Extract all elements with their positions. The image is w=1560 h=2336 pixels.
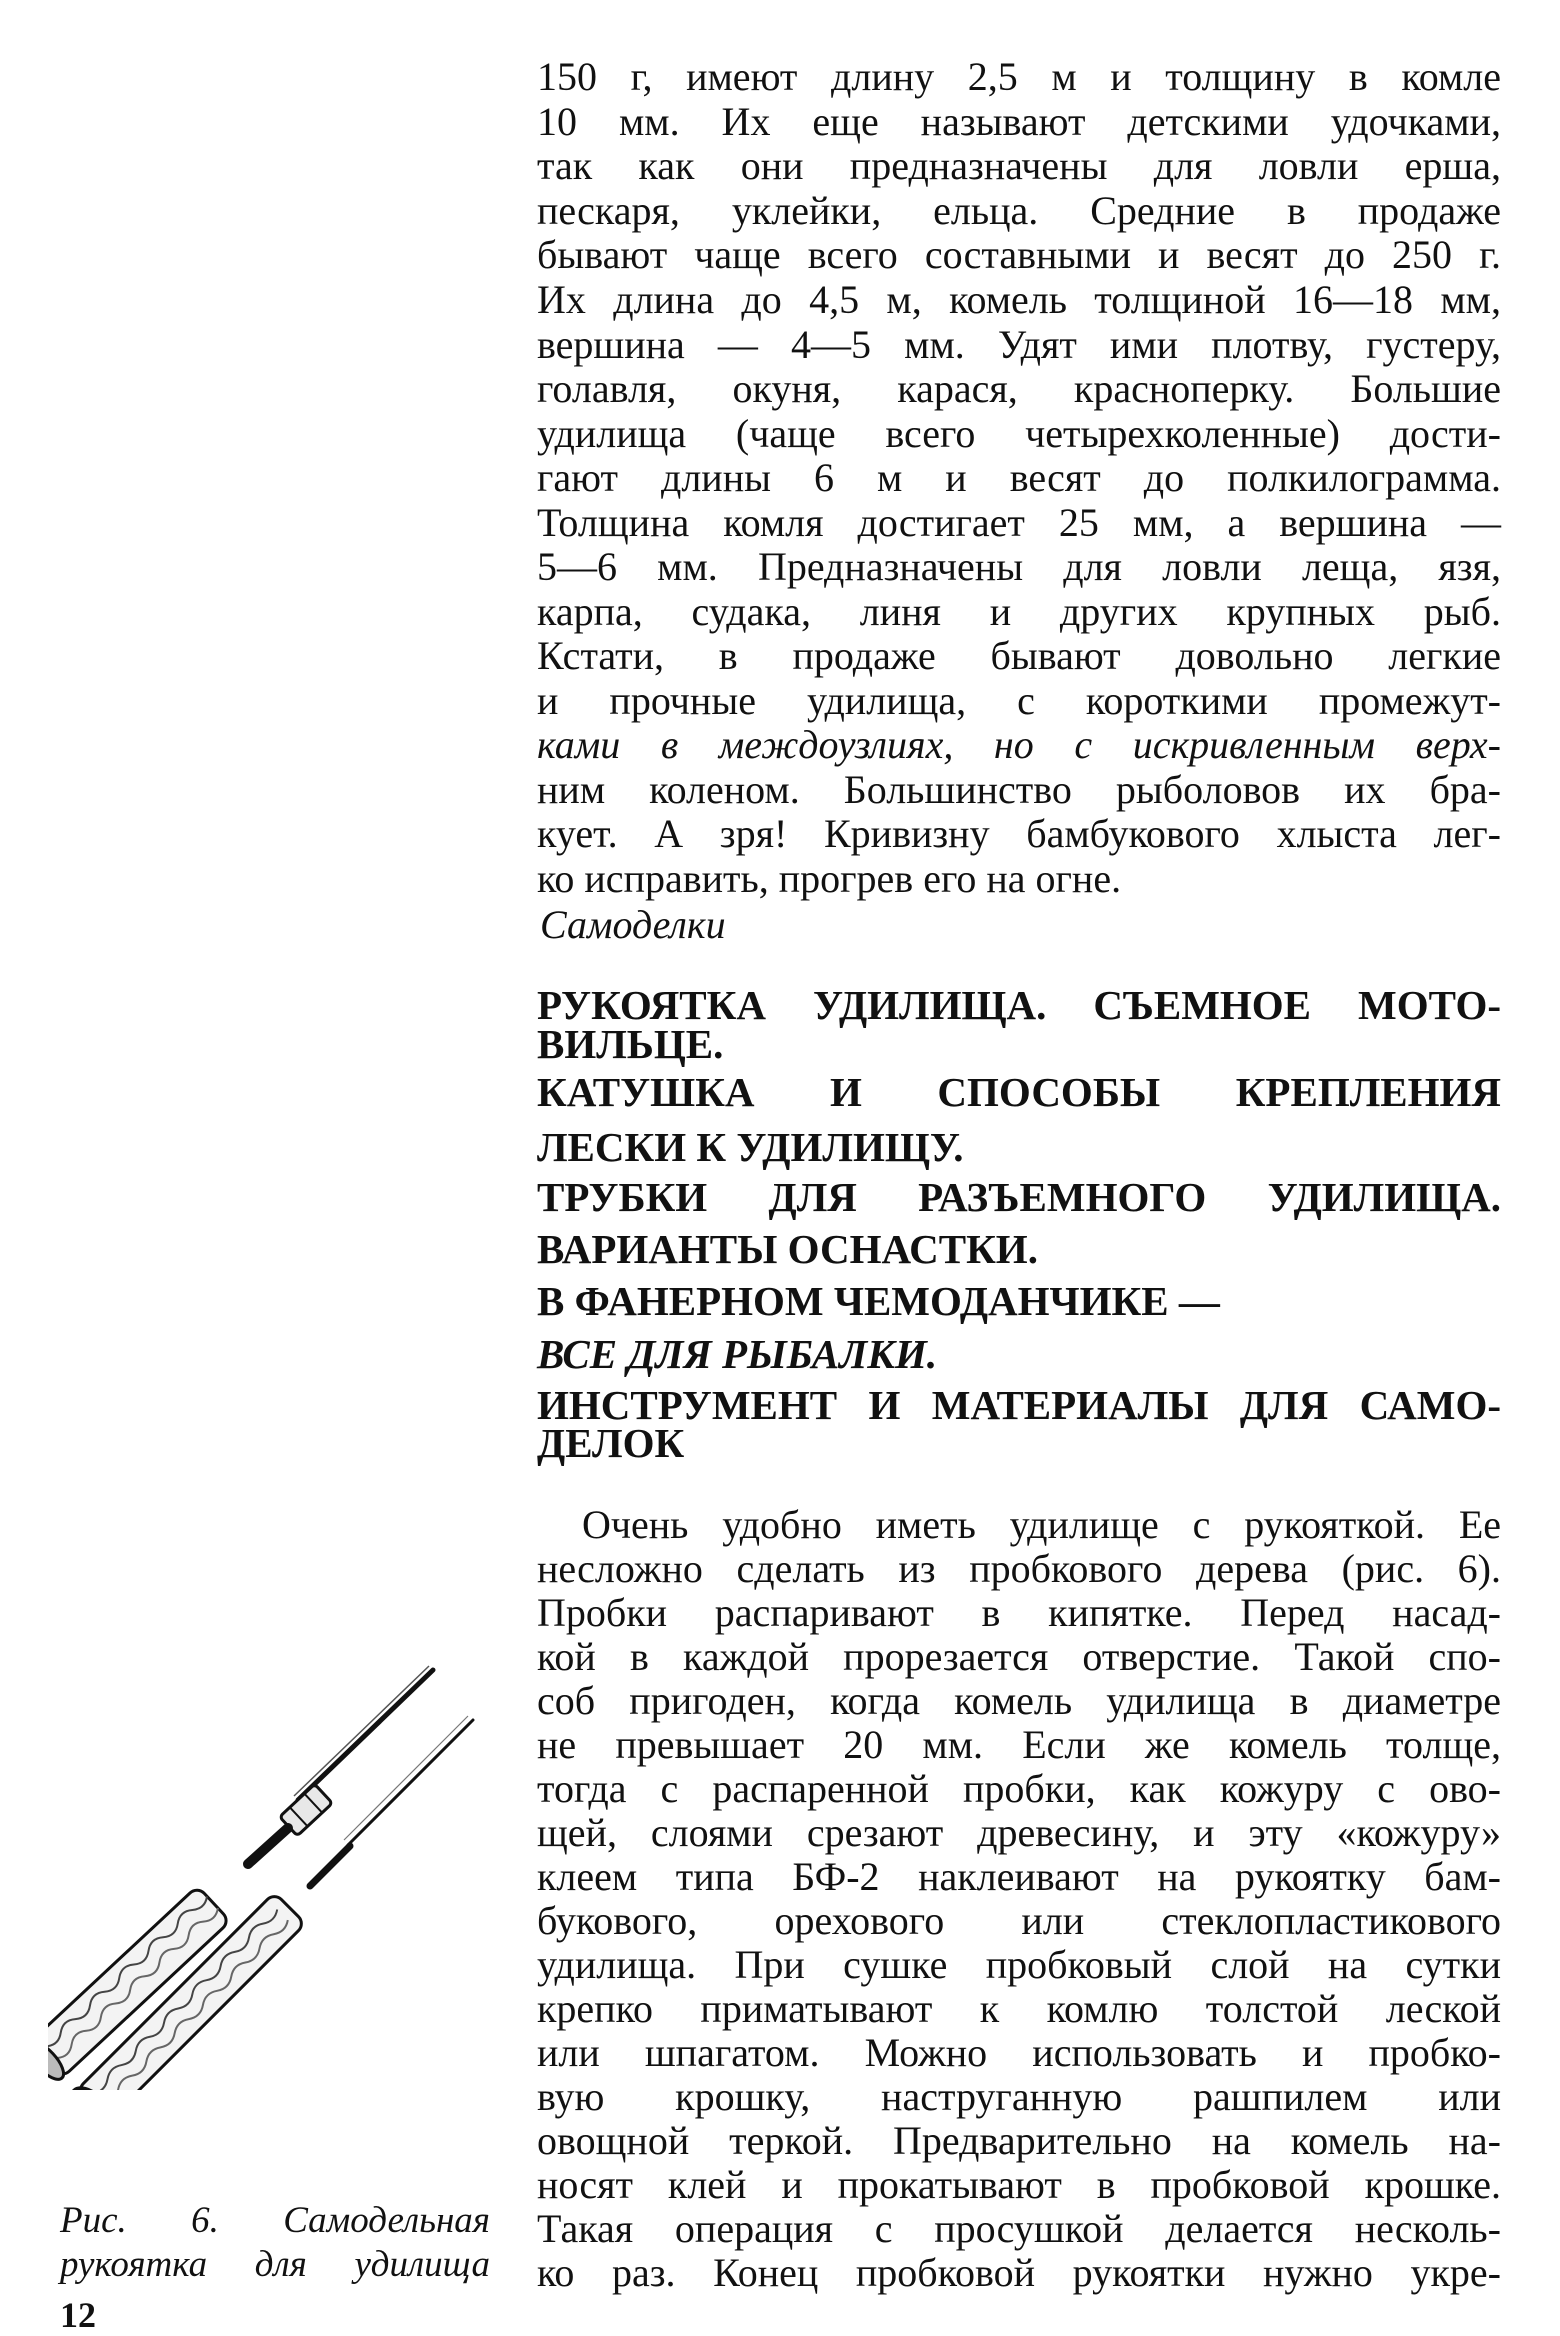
text-line: голавля, окуня, карася, красноперку. Большие xyxy=(537,366,1501,411)
text-line: бывают чаще всего составными и весят до 250 г. xyxy=(537,232,1501,277)
text-line: ками в междоузлиях, но с искривленным верх- xyxy=(537,722,1501,767)
text-line: кует. А зря! Кривизну бамбукового хлыста лег- xyxy=(537,811,1501,856)
text-line: овощной теркой. Предварительно на комель на- xyxy=(537,2118,1501,2163)
heading-line: РУКОЯТКА УДИЛИЩА. СЪЕМНОЕ МОТО- xyxy=(537,982,1501,1028)
heading-line: ДЕЛОК xyxy=(537,1420,685,1466)
text-line: 150 г, имеют длину 2,5 м и толщину в комле xyxy=(537,54,1501,99)
heading-line: ВИЛЬЦЕ. xyxy=(537,1021,724,1067)
text-line: вую крошку, наструганную рашпилем или xyxy=(537,2074,1501,2119)
text-line: несложно сделать из пробкового дерева (рис. 6). xyxy=(537,1546,1501,1591)
rod-lower xyxy=(64,1716,473,2090)
text-line: или шпагатом. Можно использовать и пробко- xyxy=(537,2030,1501,2075)
text-line: ним коленом. Большинство рыболовов их бра- xyxy=(537,767,1501,812)
heading-line: В ФАНЕРНОМ ЧЕМОДАНЧИКЕ — xyxy=(537,1278,1220,1324)
heading-line: ТРУБКИ ДЛЯ РАЗЪЕМНОГО УДИЛИЩА. xyxy=(537,1174,1501,1220)
text-line: Толщина комля достигает 25 мм, а вершина — xyxy=(537,500,1501,545)
page-number: 12 xyxy=(60,2295,96,2335)
text-line: Такая операция с просушкой делается несколь- xyxy=(537,2206,1501,2251)
text-line: удилища (чаще всего четырехколенные) дости- xyxy=(537,411,1501,456)
text-line: пескаря, уклейки, ельца. Средние в продаже xyxy=(537,188,1501,233)
text-line: кой в каждой прорезается отверстие. Такой спо- xyxy=(537,1634,1501,1679)
heading-line: ЛЕСКИ К УДИЛИЩУ. xyxy=(537,1124,964,1170)
text-line: ко раз. Конец пробковой рукоятки нужно укре- xyxy=(537,2250,1501,2295)
text-line: не превышает 20 мм. Если же комель толще, xyxy=(537,1722,1501,1767)
figure-caption-line: рукоятка для удилища xyxy=(60,2244,490,2285)
text-line: тогда с распаренной пробки, как кожуру с ово- xyxy=(537,1766,1501,1811)
text-line: гают длины 6 м и весят до полкилограмма. xyxy=(537,455,1501,500)
figure-caption-line: Рис. 6. Самодельная xyxy=(60,2200,490,2241)
section-label: Самоделки xyxy=(540,902,726,947)
text-line: клеем типа БФ-2 наклеивают на рукоятку бам- xyxy=(537,1854,1501,1899)
heading-line: ВСЕ ДЛЯ РЫБАЛКИ. xyxy=(537,1331,938,1377)
text-line: удилища. При сушке пробковый слой на сутки xyxy=(537,1942,1501,1987)
text-line: так как они предназначены для ловли ерша, xyxy=(537,143,1501,188)
text-line: Пробки распаривают в кипятке. Перед насад- xyxy=(537,1590,1501,1635)
text-line: Кстати, в продаже бывают довольно легкие xyxy=(537,633,1501,678)
text-line: вершина — 4—5 мм. Удят ими плотву, густеру, xyxy=(537,322,1501,367)
text-line: щей, слоями срезают древесину, и эту «кожуру» xyxy=(537,1810,1501,1855)
text-line: соб пригоден, когда комель удилища в диаметре xyxy=(537,1678,1501,1723)
text-line: и прочные удилища, с короткими промежут- xyxy=(537,678,1501,723)
text-line: букового, орехового или стеклопластикового xyxy=(537,1898,1501,1943)
text-line: носят клей и прокатывают в пробковой крошке. xyxy=(537,2162,1501,2207)
text-line: Их длина до 4,5 м, комель толщиной 16—18 мм, xyxy=(537,277,1501,322)
text-line: Очень удобно иметь удилище с рукояткой. Ее xyxy=(582,1502,1501,1547)
text-line: 5—6 мм. Предназначены для ловли леща, язя, xyxy=(537,544,1501,589)
heading-line: ВАРИАНТЫ ОСНАСТКИ. xyxy=(537,1226,1038,1272)
fishing-rod-handle-illustration xyxy=(48,1650,488,2090)
heading-line: КАТУШКА И СПОСОБЫ КРЕПЛЕНИЯ xyxy=(537,1069,1501,1115)
text-line: ко исправить, прогрев его на огне. xyxy=(537,856,1122,901)
heading-line: ИНСТРУМЕНТ И МАТЕРИАЛЫ ДЛЯ САМО- xyxy=(537,1382,1501,1428)
text-line: крепко приматывают к комлю толстой леской xyxy=(537,1986,1501,2031)
text-line: 10 мм. Их еще называют детскими удочками, xyxy=(537,99,1501,144)
rod-upper xyxy=(48,1666,433,2085)
text-line: карпа, судака, линя и других крупных рыб. xyxy=(537,589,1501,634)
